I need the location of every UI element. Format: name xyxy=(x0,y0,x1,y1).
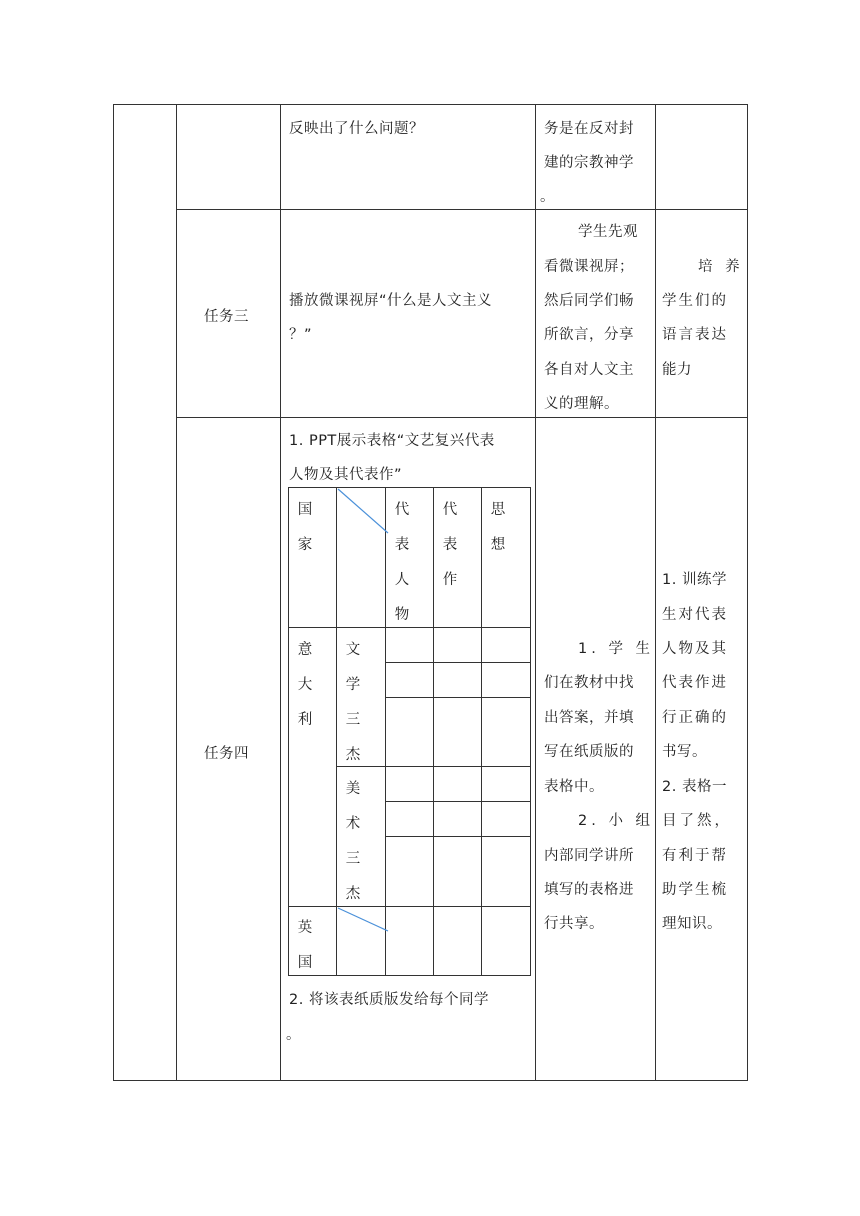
header-diagonal-line xyxy=(338,489,388,533)
country-england xyxy=(293,911,317,981)
row3-student-line-4: 写在纸质版的 xyxy=(544,744,634,760)
row2-purpose-line-2: 学生们的 xyxy=(662,293,728,309)
literature-char: 杰 xyxy=(345,747,361,763)
row2-content-line-1: 播放微课视屏“什么是人文主义 xyxy=(289,293,493,309)
header-rep-person-char: 人 xyxy=(394,572,410,588)
header-rep-person-char: 代 xyxy=(394,502,410,518)
row1-student-line-2: 建的宗教神学 xyxy=(544,155,634,171)
row3-purpose-line-7: 2. 表格一 xyxy=(662,779,727,795)
row2-purpose-line-4: 能力 xyxy=(662,362,692,378)
literature-three-masters xyxy=(341,633,365,773)
italy-char: 利 xyxy=(297,712,313,728)
row3-content-top-line-2: 人物及其代表作” xyxy=(289,467,403,483)
row3-purpose-line-10: 助学生梳 xyxy=(662,882,728,898)
row3-content-bottom-line-1: 2. 将该表纸质版发给每个同学 xyxy=(289,992,489,1008)
row3-student-line-3: 出答案，并填 xyxy=(544,710,634,726)
row3-student-line-7: 内部同学讲所 xyxy=(544,848,634,864)
header-country-char: 国 xyxy=(297,502,313,518)
row2-student-line-3: 然后同学们畅 xyxy=(544,293,634,309)
row3-task: 任务四 xyxy=(204,746,249,762)
row3-student-line-9: 行共享。 xyxy=(544,916,604,932)
country-italy xyxy=(293,633,317,738)
art-char: 杰 xyxy=(345,886,361,902)
italy-char: 大 xyxy=(297,677,313,693)
england-char: 英 xyxy=(297,920,313,936)
row3-content-top-line-1: 1. PPT展示表格“文艺复兴代表 xyxy=(289,433,495,449)
row2-purpose-line-1: 培 养 xyxy=(698,259,744,275)
row3-student-line-1: 1. 学 生 xyxy=(578,641,655,657)
art-char: 术 xyxy=(345,816,361,832)
row3-purpose-line-2: 生对代表 xyxy=(662,607,728,623)
row3-purpose-line-11: 理知识。 xyxy=(662,916,722,932)
row1-content: 反映出了什么问题？ xyxy=(289,121,424,137)
row2-content-line-2: ？” xyxy=(289,327,313,343)
row3-student-line-5: 表格中。 xyxy=(544,779,604,795)
italy-char: 意 xyxy=(297,642,313,658)
header-thought xyxy=(486,493,510,563)
literature-char: 三 xyxy=(345,712,361,728)
row3-purpose-line-5: 行正确的 xyxy=(662,710,728,726)
row3-purpose-line-9: 有利于帮 xyxy=(662,848,728,864)
art-char: 三 xyxy=(345,851,361,867)
row1-student-line-1: 务是在反对封 xyxy=(544,121,634,137)
literature-char: 文 xyxy=(345,642,361,658)
header-representative-work xyxy=(438,493,462,598)
row3-student-line-2: 们在教材中找 xyxy=(544,675,634,691)
england-char: 国 xyxy=(297,955,313,971)
row3-purpose-line-4: 代表作进 xyxy=(662,675,728,691)
header-rep-work-char: 作 xyxy=(442,572,458,588)
header-thought-char: 想 xyxy=(490,537,506,553)
row3-purpose-line-3: 人物及其 xyxy=(662,641,728,657)
header-thought-char: 思 xyxy=(490,502,506,518)
header-rep-work-char: 表 xyxy=(442,537,458,553)
literature-char: 学 xyxy=(345,677,361,693)
header-rep-person-char: 表 xyxy=(394,537,410,553)
row3-purpose-line-1: 1. 训练学 xyxy=(662,572,727,588)
row3-student-line-6: 2. 小 组 xyxy=(578,813,655,829)
header-country-char: 家 xyxy=(297,537,313,553)
row2-student-line-1: 学生先观 xyxy=(578,224,638,240)
row3-purpose-line-8: 目了然， xyxy=(662,813,732,829)
row2-student-line-4: 所欲言，分享 xyxy=(544,327,634,343)
header-representative-person xyxy=(390,493,414,633)
header-country xyxy=(293,493,317,563)
header-rep-person-char: 物 xyxy=(394,607,410,623)
row2-purpose-line-3: 语言表达 xyxy=(662,327,728,343)
row2-student-line-2: 看微课视屏； xyxy=(544,259,634,275)
row3-content-bottom-line-2: 。 xyxy=(286,1027,301,1043)
row2-student-line-6: 义的理解。 xyxy=(544,396,619,412)
art-char: 美 xyxy=(345,781,361,797)
row3-student-line-8: 填写的表格进 xyxy=(544,882,634,898)
row3-purpose-line-6: 书写。 xyxy=(662,744,707,760)
art-three-masters xyxy=(341,772,365,912)
row2-task: 任务三 xyxy=(204,309,249,325)
row1-student-line-3: 。 xyxy=(540,189,555,205)
header-rep-work-char: 代 xyxy=(442,502,458,518)
row2-student-line-5: 各自对人文主 xyxy=(544,362,634,378)
